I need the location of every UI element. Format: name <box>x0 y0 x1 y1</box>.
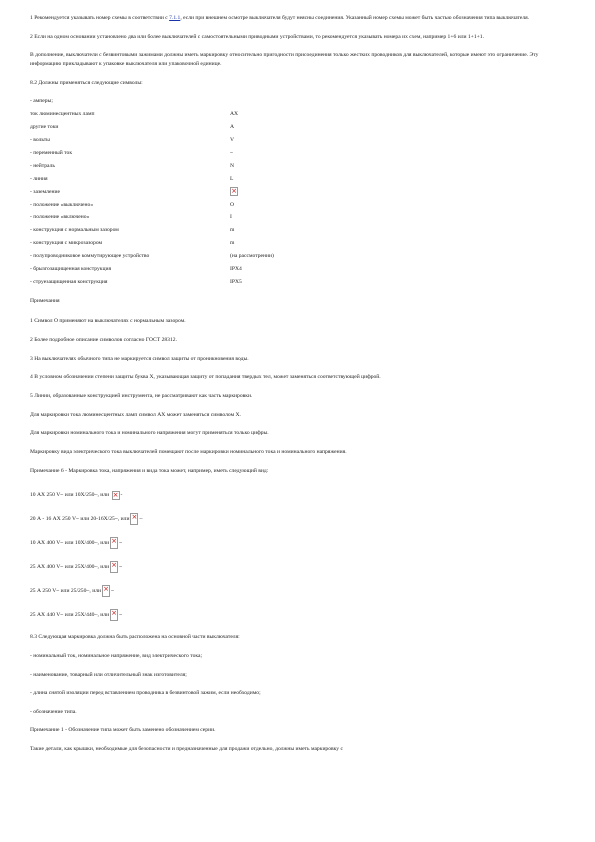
note-2: 2 Более подробное описание символов согласно ГОСТ 28312. <box>30 336 177 343</box>
notes-title: Примечания <box>30 297 60 304</box>
section-link-7-1-1[interactable]: 7.1.1 <box>169 15 181 21</box>
symbol-name: - линия <box>30 175 48 182</box>
marking-tail: ~ <box>119 539 123 546</box>
marking-image-icon <box>110 537 118 549</box>
text: , если при внешнем осмотре выключателя будут неясны соединения. Указанный номер схемы может быть частью обозначения типа выключателя. <box>180 15 530 21</box>
symbol-row <box>30 276 274 289</box>
symbol-row <box>30 108 274 121</box>
marking-example <box>30 489 565 501</box>
symbols-table <box>30 95 274 288</box>
note-4: 4 В условном обозначении степени защиты буква X, указывающая защиту от попадания твердых тел, может заменяться соответствующей цифрой. <box>30 374 381 381</box>
symbol-name: - положение «включено» <box>30 214 90 221</box>
marking-text: 25 АХ 400 V~ или 25X/400~, или <box>30 563 110 570</box>
symbol-name: - полупроводниковое коммутирующее устройство <box>30 253 150 260</box>
paragraph-ax: Для маркировки тока люминесцентных ламп символ АХ может заменяться символом X. <box>30 411 241 418</box>
symbol-value <box>230 95 274 108</box>
symbol-row <box>30 211 274 224</box>
symbol-row <box>30 95 274 108</box>
earth-symbol-image-icon <box>230 187 238 196</box>
marking-text: 10 АХ 400 V~ или 10X/400~, или <box>30 539 110 546</box>
symbol-name: ток люминесцентных ламп <box>30 111 95 118</box>
marking-text: 25 А 250 V~ или 25/250~, или <box>30 587 102 594</box>
paragraph-note-series: Примечание 1 - Обозначение типа может быть заменено обозначением серии. <box>30 727 216 734</box>
note-3: 3 На выключателях обычного типа не маркируется символ защиты от проникновения воды. <box>30 355 249 362</box>
paragraph-note-6: Примечание 6 - Маркировка тока, напряжения и вида тока может, например, иметь следующий вид: <box>30 467 269 474</box>
symbol-value: L <box>230 175 234 182</box>
symbol-name: - переменный ток <box>30 149 73 156</box>
note-5: 5 Линии, образованные конструкцией инструмента, не рассматривают как часть маркировки. <box>30 392 253 399</box>
paragraph-8-3: 8.3 Следующая маркировка должна быть расположена на основной части выключателя: <box>30 634 240 641</box>
marking-example <box>30 585 565 597</box>
marking-tail: ~ <box>111 587 115 594</box>
list-item-manufacturer: - наименование, товарный или отличительный знак изготовителя; <box>30 671 187 678</box>
symbol-value: m <box>230 227 235 234</box>
marking-examples <box>30 489 565 621</box>
list-item-strip-length: - длина снятой изоляции перед вставлением проводника в безвинтовой зажим, если необходимо; <box>30 690 261 697</box>
symbol-value: IPX4 <box>230 265 242 272</box>
text: 1 Рекомендуется указывать номер схемы в соответствии с <box>30 15 170 21</box>
symbol-row <box>30 173 274 186</box>
marking-example <box>30 537 565 549</box>
marking-image-icon <box>110 609 118 621</box>
symbol-value: m <box>230 240 235 247</box>
marking-image-icon <box>112 491 120 500</box>
marking-image-icon <box>130 513 138 525</box>
symbol-name: - конструкция с нормальным зазором <box>30 227 119 234</box>
symbol-row <box>30 224 274 237</box>
marking-image-icon <box>102 585 110 597</box>
marking-text: 25 АХ 440 V~ или 25X/440~, или <box>30 611 110 618</box>
spacer <box>109 491 110 500</box>
marking-example <box>30 609 565 621</box>
symbol-name: - брызгозащищенная конструкция <box>30 265 112 272</box>
symbol-row <box>30 263 274 276</box>
symbol-value: А <box>230 124 235 131</box>
note-1: 1 Символ O применяют на выключателях с нормальным зазором. <box>30 318 186 325</box>
marking-text: 20 А - 16 АХ 250 V~ или 20-16X/25~, или <box>30 515 130 522</box>
symbol-name: - струезащищенная конструкция <box>30 278 108 285</box>
symbol-row <box>30 147 274 160</box>
symbol-row <box>30 160 274 173</box>
symbol-row <box>30 186 274 199</box>
marking-text: 10 АХ 250 V~ или 10X/250~, или <box>30 491 110 498</box>
symbol-row <box>30 237 274 250</box>
paragraph-covers: Такие детали, как крышки, необходимые для безопасности и предназначенные для продажи отдельно, должны иметь маркировку с <box>30 746 343 753</box>
marking-tail: ~ <box>139 515 143 522</box>
symbol-name: - амперы; <box>30 98 53 105</box>
symbol-value: I <box>230 214 232 221</box>
symbol-value <box>230 186 274 199</box>
symbol-name: - заземление <box>30 188 60 195</box>
symbol-row <box>30 121 274 134</box>
symbol-value: (на рассмотрении) <box>230 253 274 260</box>
marking-tail: - <box>120 491 123 498</box>
symbol-value: V <box>230 137 235 144</box>
symbol-row <box>30 198 274 211</box>
symbol-value: ~ <box>230 149 234 156</box>
symbol-name: - вольты <box>30 137 50 144</box>
paragraph-8-2: 8.2 Должны применяться следующие символы: <box>30 79 143 86</box>
symbol-name: - нейтраль <box>30 162 55 169</box>
symbol-value: АХ <box>230 111 239 118</box>
list-item-type: - обозначение типа. <box>30 708 77 715</box>
symbol-row <box>30 134 274 147</box>
symbol-name: другие токи <box>30 124 59 131</box>
paragraph-current-kind: Маркировку вида электрического тока выключателей помещают после маркировки номинального тока и номинального напряжения. <box>30 448 347 455</box>
marking-tail: ~ <box>119 611 123 618</box>
symbol-name: - конструкция с микрозазором <box>30 240 103 247</box>
marking-example <box>30 561 565 573</box>
symbol-name: - положение «выключено» <box>30 201 94 208</box>
paragraph-note-2: 2 Если на одном основании установлено два или более выключателей с самостоятельными приводными устройствами, то рекомендуется указывать номера их схем, например 1+6 или 1+1+1. <box>30 33 484 40</box>
paragraph-digits: Для маркировки номинального тока и номинального напряжения могут применяться только цифры. <box>30 430 269 437</box>
marking-tail: ~ <box>119 563 123 570</box>
symbol-row <box>30 250 274 263</box>
symbol-value: O <box>230 201 235 208</box>
paragraph-screwless: В дополнение, выключатели с безвинтовыми зажимами должны иметь маркировку относительно пригодности присоединения только жестких проводников для выключателей, которые имеют это ограничение. Эту информацию прикладывают к упаковке выключателя или упаковочной единице. <box>30 52 539 67</box>
paragraph-note-1 <box>30 14 565 23</box>
list-item-rated: - номинальный ток, номинальное напряжение, вид электрического тока; <box>30 652 203 659</box>
symbol-value: IPX5 <box>230 278 242 285</box>
symbol-value: N <box>230 162 235 169</box>
marking-example <box>30 513 565 525</box>
marking-image-icon <box>110 561 118 573</box>
